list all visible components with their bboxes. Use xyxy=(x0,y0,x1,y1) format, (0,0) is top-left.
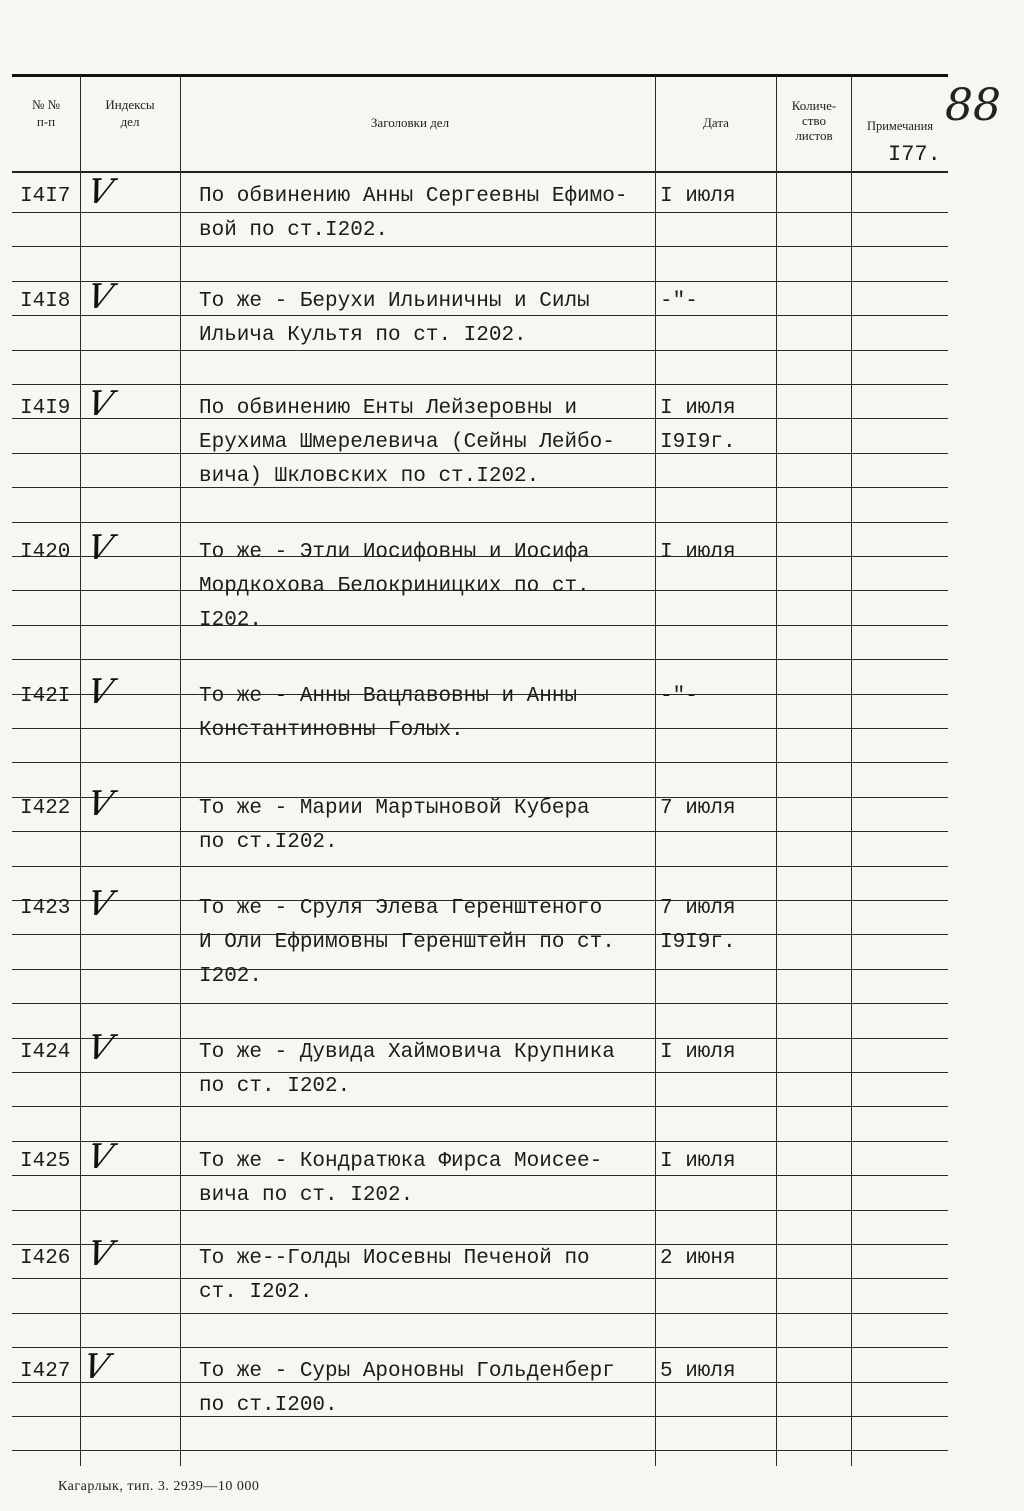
record-number: I426 xyxy=(20,1247,71,1270)
checkmark-icon: V xyxy=(83,784,117,824)
page-number: I77. xyxy=(888,142,941,167)
record-title-line: По обвинению Енты Лейзеровны и xyxy=(199,397,578,420)
record-title-line: Мордкохова Белокриницких по ст. xyxy=(199,575,590,598)
col-divider-index xyxy=(180,76,181,1466)
header-rule xyxy=(12,171,948,173)
record-number: I427 xyxy=(20,1360,71,1383)
record-title-line: Константиновны Голых. xyxy=(199,719,464,742)
record-date: -"- xyxy=(660,290,698,313)
checkmark-icon: V xyxy=(83,277,117,317)
col-divider-num xyxy=(80,76,81,1466)
record-date: I июля xyxy=(660,1150,736,1173)
record-title-line: То же - Сруля Элева Геренштеного xyxy=(199,897,603,920)
record-number: I4I7 xyxy=(20,185,71,208)
record-title-line: То же - Суры Ароновны Гольденберг xyxy=(199,1360,615,1383)
record-date: 2 июня xyxy=(660,1247,736,1270)
ruled-line xyxy=(12,866,948,867)
record-title-line: вой по ст.I202. xyxy=(199,219,389,242)
record-title-line: То же - Дувида Хаймовича Крупника xyxy=(199,1041,615,1064)
ruled-line xyxy=(12,659,948,660)
col-divider-sheets xyxy=(851,76,852,1466)
record-number: I424 xyxy=(20,1041,71,1064)
record-title-line: То же - Берухи Ильиничны и Силы xyxy=(199,290,590,313)
ruled-line xyxy=(12,384,948,385)
record-date: I июля xyxy=(660,185,736,208)
record-title-line: вича) Шкловских по ст.I202. xyxy=(199,465,540,488)
checkmark-icon: V xyxy=(83,172,117,212)
record-date: I9I9г. xyxy=(660,931,736,954)
record-number: I423 xyxy=(20,897,71,920)
ruled-line xyxy=(12,1313,948,1314)
record-date: 7 июля xyxy=(660,797,736,820)
ruled-line xyxy=(12,281,948,282)
record-date: 7 июля xyxy=(660,897,736,920)
checkmark-icon: V xyxy=(83,384,117,424)
ruled-line xyxy=(12,1141,948,1142)
header-num: № № п-п xyxy=(31,97,61,129)
header-notes: Примечания xyxy=(866,119,934,133)
checkmark-icon: V xyxy=(83,672,117,712)
record-number: I4I9 xyxy=(20,397,71,420)
record-number: I42I xyxy=(20,685,71,708)
record-date: -"- xyxy=(660,685,698,708)
folio-number: 88 xyxy=(945,80,1001,131)
record-title-line: Ильича Культя по ст. I202. xyxy=(199,324,527,347)
record-title-line: по ст.I202. xyxy=(199,831,338,854)
record-title-line: I202. xyxy=(199,965,263,988)
record-title-line: по ст.I200. xyxy=(199,1394,338,1417)
record-title-line: И Оли Ефримовны Геренштейн по ст. xyxy=(199,931,615,954)
record-number: I422 xyxy=(20,797,71,820)
record-title-line: по ст. I202. xyxy=(199,1075,351,1098)
col-divider-date xyxy=(776,76,777,1466)
record-title-line: I202. xyxy=(199,609,263,632)
record-title-line: То же - Марии Мартыновой Кубера xyxy=(199,797,590,820)
ruled-line xyxy=(12,1106,948,1107)
record-number: I4I8 xyxy=(20,290,71,313)
record-title-line: По обвинению Анны Сергеевны Ефимо- xyxy=(199,185,628,208)
record-date: I9I9г. xyxy=(660,431,736,454)
header-title: Заголовки дел xyxy=(370,115,450,130)
record-title-line: То же--Голды Иосевны Печеной по xyxy=(199,1247,590,1270)
record-title-line: То же - Анны Вацлавовны и Анны xyxy=(199,685,578,708)
ruled-line xyxy=(12,1450,948,1451)
col-divider-title xyxy=(655,76,656,1466)
record-title-line: ст. I202. xyxy=(199,1281,313,1304)
ruled-line xyxy=(12,1347,948,1348)
record-title-line: вича по ст. I202. xyxy=(199,1184,414,1207)
checkmark-icon: V xyxy=(83,528,117,568)
checkmark-icon: V xyxy=(83,884,117,924)
checkmark-icon: V xyxy=(83,1028,117,1068)
printer-imprint: Кагарлык, тип. 3. 2939—10 000 xyxy=(58,1479,260,1494)
record-title-line: То же - Этли Иосифовны и Иосифа xyxy=(199,541,590,564)
record-title-line: То же - Кондратюка Фирса Моисее- xyxy=(199,1150,603,1173)
record-date: I июля xyxy=(660,1041,736,1064)
header-index: Индексы дел xyxy=(105,97,155,129)
ruled-line xyxy=(12,522,948,523)
record-number: I425 xyxy=(20,1150,71,1173)
ruled-line xyxy=(12,1003,948,1004)
checkmark-icon: V xyxy=(83,1234,117,1274)
checkmark-icon: V xyxy=(79,1347,113,1387)
record-number: I420 xyxy=(20,541,71,564)
checkmark-icon: V xyxy=(83,1137,117,1177)
record-date: I июля xyxy=(660,541,736,564)
record-date: I июля xyxy=(660,397,736,420)
header-sheets: Количе- ство листов xyxy=(791,98,837,143)
header-date: Дата xyxy=(703,115,729,130)
record-date: 5 июля xyxy=(660,1360,736,1383)
top-rule xyxy=(12,74,948,77)
ruled-line xyxy=(12,762,948,763)
record-title-line: Ерухима Шмерелевича (Сейны Лейбо- xyxy=(199,431,615,454)
